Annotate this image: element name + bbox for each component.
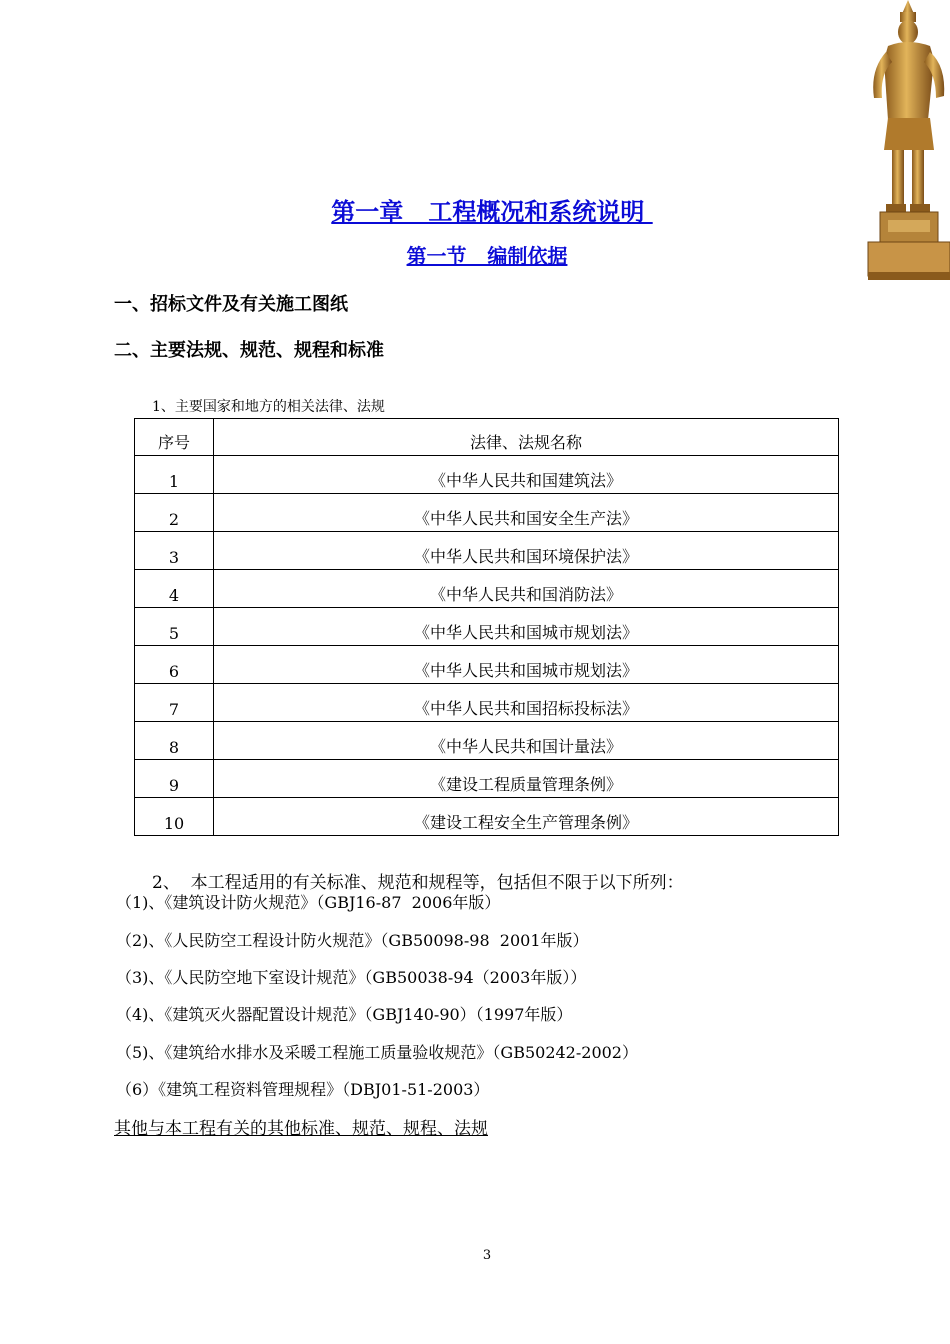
standard-item: （1)、《建筑设计防火规范》（GBJ16-87 2006年版） <box>116 893 501 912</box>
row-no: 6 <box>135 646 214 684</box>
row-no: 2 <box>135 494 214 532</box>
heading-regulations: 二、主要法规、规范、规程和标准 <box>114 340 384 361</box>
heading-tender-documents: 一、招标文件及有关施工图纸 <box>114 294 348 315</box>
standard-item: （2)、《人民防空工程设计防火规范》（GB50098-98 2001年版） <box>116 931 589 950</box>
row-no: 5 <box>135 608 214 646</box>
table-row <box>135 494 839 532</box>
header-name: 法律、法规名称 <box>214 419 839 456</box>
row-no: 9 <box>135 760 214 798</box>
table-row <box>135 722 839 760</box>
row-name: 《中华人民共和国城市规划法》 <box>214 646 839 684</box>
row-name: 《中华人民共和国城市规划法》 <box>214 608 839 646</box>
standard-item: （3)、《人民防空地下室设计规范》（GB50038-94（2003年版）） <box>116 968 587 987</box>
row-name: 《中华人民共和国消防法》 <box>214 570 839 608</box>
table-row <box>135 760 839 798</box>
standard-item: （6）《建筑工程资料管理规程》（DBJ01-51-2003） <box>116 1080 490 1099</box>
row-no: 4 <box>135 570 214 608</box>
table-header-row <box>135 419 839 456</box>
laws-table <box>134 418 839 836</box>
row-name: 《中华人民共和国环境保护法》 <box>214 532 839 570</box>
table-row <box>135 456 839 494</box>
other-standards-note: 其他与本工程有关的其他标准、规范、规程、法规 <box>114 1119 488 1139</box>
table-row <box>135 684 839 722</box>
row-no: 7 <box>135 684 214 722</box>
standard-item: （4)、《建筑灭火器配置设计规范》（GBJ140-90）（1997年版） <box>116 1005 573 1024</box>
header-no: 序号 <box>135 419 214 456</box>
row-name: 《中华人民共和国安全生产法》 <box>214 494 839 532</box>
section-title: 第一节 编制依据 <box>406 244 568 268</box>
row-no: 10 <box>135 798 214 836</box>
table-row <box>135 532 839 570</box>
chapter-title: 第一章 工程概况和系统说明 <box>331 198 653 226</box>
table-row <box>135 570 839 608</box>
row-name: 《中华人民共和国建筑法》 <box>214 456 839 494</box>
row-name: 《中华人民共和国招标投标法》 <box>214 684 839 722</box>
row-no: 1 <box>135 456 214 494</box>
table-row <box>135 798 839 836</box>
table-row <box>135 646 839 684</box>
table-row <box>135 608 839 646</box>
standards-intro: 2、 本工程适用的有关标准、规范和规程等，包括但不限于以下所列： <box>152 873 684 893</box>
row-name: 《建设工程安全生产管理条例》 <box>214 798 839 836</box>
row-no: 3 <box>135 532 214 570</box>
standard-item: （5)、《建筑给水排水及采暖工程施工质量验收规范》（GB50242-2002） <box>116 1043 638 1062</box>
page-number: 3 <box>482 1248 492 1263</box>
row-name: 《中华人民共和国计量法》 <box>214 722 839 760</box>
table-caption: 1、主要国家和地方的相关法律、法规 <box>152 399 385 415</box>
row-no: 8 <box>135 722 214 760</box>
row-name: 《建设工程质量管理条例》 <box>214 760 839 798</box>
